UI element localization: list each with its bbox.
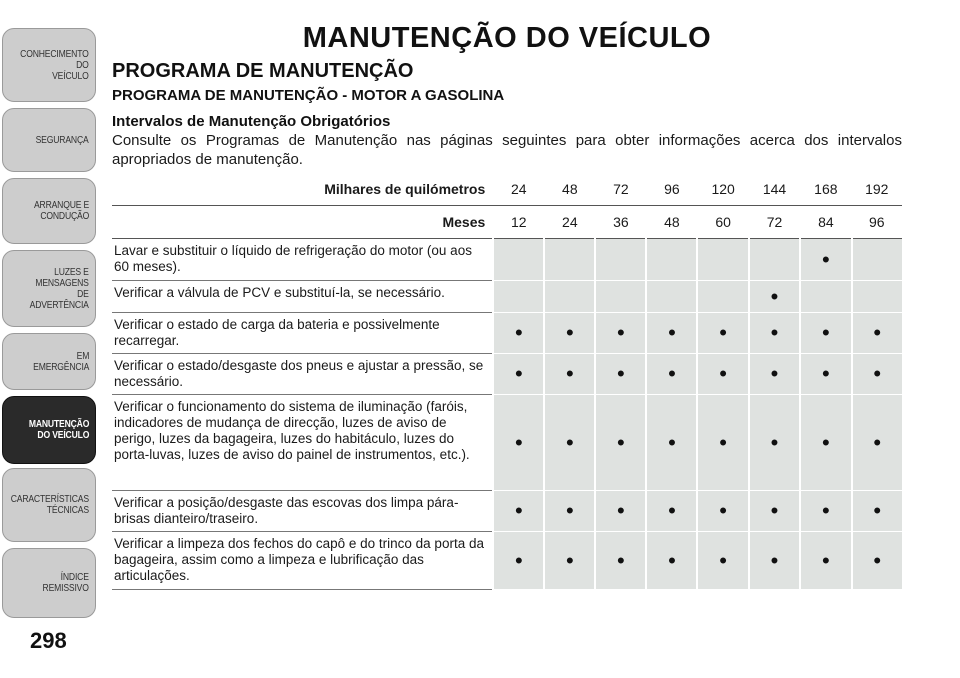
task-description: Verificar a posição/desgaste das escovas dos limpa pára-brisas dianteiro/traseiro. <box>112 491 493 532</box>
empty-cell <box>595 281 646 313</box>
chapter-tab-label: MENSAGENS <box>35 277 89 289</box>
table-row <box>112 281 902 313</box>
check-mark: • <box>697 313 748 354</box>
task-description: Verificar a válvula de PCV e substituí-la, se necessário. <box>112 281 493 313</box>
check-mark: • <box>544 491 595 532</box>
check-mark: • <box>800 239 851 281</box>
check-mark: • <box>697 354 748 395</box>
check-mark: • <box>749 395 800 491</box>
check-mark: • <box>646 354 697 395</box>
km-header-value: 144 <box>749 173 800 206</box>
check-mark: • <box>544 395 595 491</box>
chapter-tab-label: ÍNDICE <box>60 572 89 583</box>
check-mark: • <box>697 491 748 532</box>
empty-cell <box>749 239 800 281</box>
check-mark: • <box>800 354 851 395</box>
table-row <box>112 491 902 532</box>
check-mark: • <box>595 395 646 491</box>
chapter-tab-label: REMISSIVO <box>42 583 89 594</box>
chapter-tab-label: VEÍCULO <box>52 70 89 82</box>
check-mark: • <box>852 354 902 395</box>
chapter-tab-label: ADVERTÊNCIA <box>29 299 89 311</box>
check-mark: • <box>595 491 646 532</box>
chapter-tab-label: CARACTERÍSTICAS <box>10 494 89 505</box>
chapter-tab-4[interactable] <box>2 333 96 390</box>
months-header-value: 24 <box>544 206 595 239</box>
chapter-tab-label: LUZES E <box>54 266 89 278</box>
empty-cell <box>800 281 851 313</box>
months-header-value: 96 <box>852 206 902 239</box>
page-number: 298 <box>30 628 67 653</box>
chapter-tab-label: CONHECIMENTO <box>20 48 89 60</box>
months-header-value: 36 <box>595 206 646 239</box>
empty-cell <box>852 239 902 281</box>
check-mark: • <box>800 491 851 532</box>
check-mark: • <box>646 491 697 532</box>
km-header-value: 72 <box>595 173 646 206</box>
chapter-tab-label: TÉCNICAS <box>46 505 89 516</box>
months-header-value: 60 <box>697 206 748 239</box>
km-header-value: 168 <box>800 173 851 206</box>
empty-cell <box>646 239 697 281</box>
empty-cell <box>595 239 646 281</box>
check-mark: • <box>646 313 697 354</box>
check-mark: • <box>749 281 800 313</box>
months-header-value: 48 <box>646 206 697 239</box>
empty-cell <box>697 281 748 313</box>
empty-cell <box>646 281 697 313</box>
check-mark: • <box>595 313 646 354</box>
empty-cell <box>852 281 902 313</box>
chapter-tab-label: CONDUÇÃO <box>40 211 89 222</box>
table-row <box>112 354 902 395</box>
check-mark: • <box>852 532 902 590</box>
chapter-tab-label: SEGURANÇA <box>36 134 89 146</box>
chapter-tab-label: ARRANQUE E <box>33 200 89 211</box>
months-header-row <box>112 206 902 239</box>
intervals-title: Intervalos de Manutenção Obrigatórios <box>112 113 391 130</box>
chapter-tab-label: EMERGÊNCIA <box>32 361 89 373</box>
check-mark: • <box>544 313 595 354</box>
chapter-tab-label: DO VEÍCULO <box>37 430 89 441</box>
km-header-value: 96 <box>646 173 697 206</box>
maintenance-schedule-table <box>112 173 902 590</box>
chapter-tab-label: DE <box>77 288 89 300</box>
chapter-tab-label: DO <box>76 59 89 71</box>
check-mark: • <box>800 395 851 491</box>
check-mark: • <box>544 354 595 395</box>
chapter-tab-5[interactable] <box>2 396 96 464</box>
check-mark: • <box>852 395 902 491</box>
chapter-tab-0[interactable] <box>2 28 96 102</box>
check-mark: • <box>544 532 595 590</box>
empty-cell <box>493 239 544 281</box>
page-title: MANUTENÇÃO DO VEÍCULO <box>302 22 712 54</box>
check-mark: • <box>493 313 544 354</box>
section-title: PROGRAMA DE MANUTENÇÃO <box>112 60 414 82</box>
chapter-tab-label: MANUTENÇÃO <box>28 419 89 430</box>
check-mark: • <box>697 532 748 590</box>
empty-cell <box>493 281 544 313</box>
check-mark: • <box>493 532 544 590</box>
km-header-value: 120 <box>697 173 748 206</box>
chapter-tab-label: EM <box>76 350 89 362</box>
table-row <box>112 395 902 491</box>
km-header-row <box>112 173 902 206</box>
task-description: Verificar a limpeza dos fechos do capô e do trinco da porta da bagageira, assim como a limpeza e lubrificação das articulações. <box>112 532 493 590</box>
check-mark: • <box>800 313 851 354</box>
task-description: Lavar e substituir o líquido de refrigeração do motor (ou aos 60 meses). <box>112 239 493 281</box>
check-mark: • <box>697 395 748 491</box>
empty-cell <box>544 281 595 313</box>
empty-cell <box>544 239 595 281</box>
check-mark: • <box>646 395 697 491</box>
empty-cell <box>697 239 748 281</box>
check-mark: • <box>595 354 646 395</box>
months-header-label: Meses <box>112 206 493 239</box>
check-mark: • <box>493 354 544 395</box>
chapter-tab-1[interactable] <box>2 108 96 172</box>
km-header-value: 24 <box>493 173 544 206</box>
table-row <box>112 313 902 354</box>
months-header-value: 72 <box>749 206 800 239</box>
task-description: Verificar o estado de carga da bateria e possivelmente recarregar. <box>112 313 493 354</box>
months-header-value: 12 <box>493 206 544 239</box>
check-mark: • <box>749 313 800 354</box>
table-row <box>112 239 902 281</box>
task-description: Verificar o estado/desgaste dos pneus e ajustar a pressão, se necessário. <box>112 354 493 395</box>
km-header-value: 48 <box>544 173 595 206</box>
check-mark: • <box>595 532 646 590</box>
chapter-tab-2[interactable] <box>2 178 96 244</box>
check-mark: • <box>749 354 800 395</box>
check-mark: • <box>749 491 800 532</box>
check-mark: • <box>493 491 544 532</box>
intro-paragraph: Consulte os Programas de Manutenção nas páginas seguintes para obter informações acerca dos intervalos apropriados de manutenção. <box>112 132 902 168</box>
chapter-tab-3[interactable] <box>2 250 96 327</box>
check-mark: • <box>749 532 800 590</box>
table-row <box>112 532 902 590</box>
chapter-tab-6[interactable] <box>2 468 96 542</box>
chapter-tab-7[interactable] <box>2 548 96 618</box>
check-mark: • <box>646 532 697 590</box>
check-mark: • <box>800 532 851 590</box>
task-description: Verificar o funcionamento do sistema de iluminação (faróis, indicadores de mudança de direcção, luzes de aviso de perigo, luzes da bagageira, luzes do habitáculo, luzes do porta-luvas, luzes de aviso do painel de instrumentos, etc.). <box>112 395 493 491</box>
subsection-title: PROGRAMA DE MANUTENÇÃO - MOTOR A GASOLINA <box>112 87 505 104</box>
check-mark: • <box>852 313 902 354</box>
km-header-value: 192 <box>852 173 902 206</box>
check-mark: • <box>852 491 902 532</box>
months-header-value: 84 <box>800 206 851 239</box>
km-header-label: Milhares de quilómetros <box>112 173 493 206</box>
check-mark: • <box>493 395 544 491</box>
